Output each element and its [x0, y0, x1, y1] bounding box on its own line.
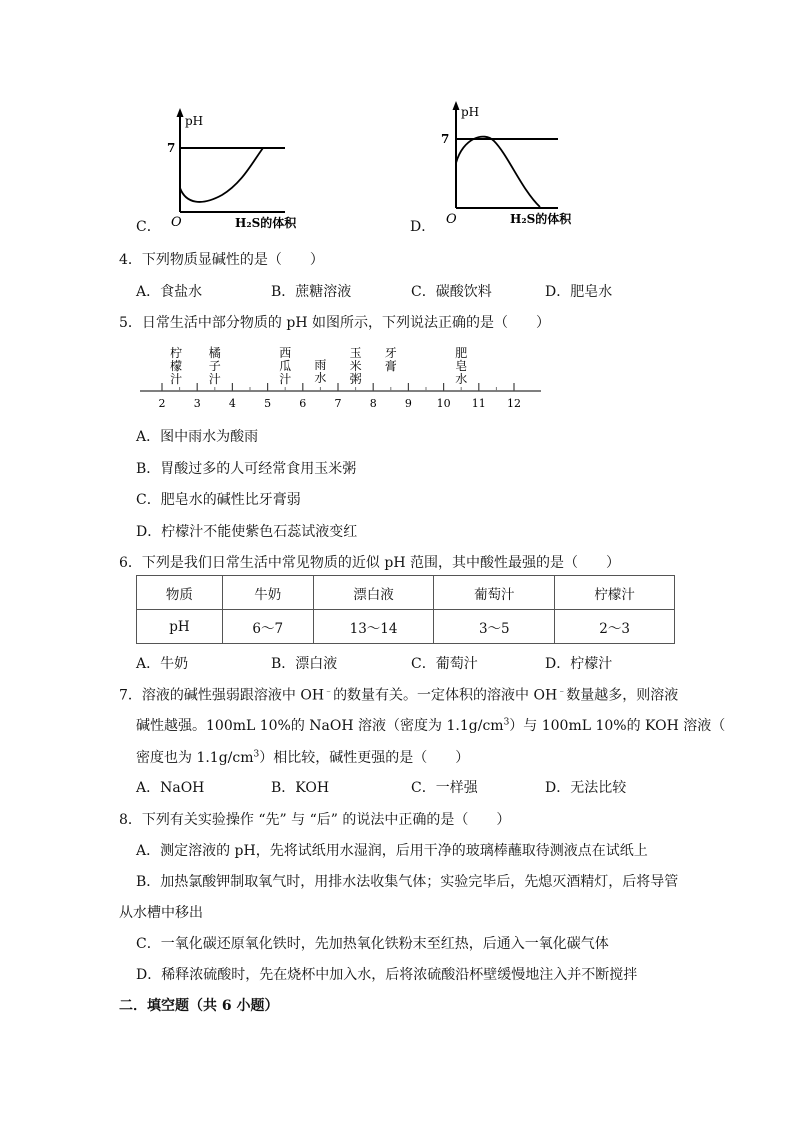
- ph-substance-label: 子: [208, 359, 221, 373]
- q8-option-c: C．一氧化碳还原氧化铁时，先加热氧化铁粉末至红热，后通入一氧化碳气体: [136, 936, 609, 952]
- q6-option-c: C．葡萄汁: [411, 656, 478, 672]
- ph-tick-label: 6: [299, 397, 307, 410]
- graph-c-xlabel: H₂S的体积: [235, 216, 297, 230]
- q8-option-b-cont: 从水槽中移出: [119, 905, 203, 921]
- graph-d-ylabel: pH: [461, 105, 480, 119]
- graph-d-tick-7: 7: [441, 132, 450, 146]
- q6-option-b: B．漂白液: [271, 656, 338, 672]
- ph-substance-label: 檬: [170, 359, 183, 373]
- graph-c-label: C．: [136, 219, 161, 235]
- ph-tick-label: 4: [228, 397, 236, 410]
- ph-substance-label: 汁: [170, 372, 183, 386]
- ph-substance-label: 粥: [349, 372, 362, 386]
- ph-tick-label: 12: [507, 397, 521, 410]
- q8-option-d: D．稀释浓硫酸时，先在烧杯中加入水，后将浓硫酸沿杯壁缓慢地注入并不断搅拌: [136, 967, 638, 983]
- table-cell: 2～3: [555, 610, 675, 644]
- q5-option-a: A．图中雨水为酸雨: [136, 429, 259, 445]
- ph-tick-label: 7: [334, 397, 342, 410]
- table-cell: 3～5: [434, 610, 555, 644]
- q5-option-b: B．胃酸过多的人可经常食用玉米粥: [136, 461, 357, 477]
- q4-option-d: D．肥皂水: [545, 284, 613, 300]
- q7-line-3: 密度也为 $1.1g/cm^3$）相比较，碱性更强的是（ ）: [136, 749, 470, 766]
- ph-substance-label: 水: [314, 371, 327, 385]
- section-2-heading: 二．填空题（共 6 小题）: [119, 998, 279, 1014]
- q8-option-a: A．测定溶液的 pH，先将试纸用水湿润，后用干净的玻璃棒蘸取待测液点在试纸上: [136, 843, 648, 859]
- q7-option-d: D．无法比较: [545, 780, 627, 796]
- ph-substance-label: 玉: [349, 346, 362, 360]
- ph-substance-label: 膏: [384, 359, 397, 373]
- q4-option-a: A．食盐水: [136, 284, 203, 300]
- q7-line-2: 碱性越强。100mL 10%的 NaOH 溶液（密度为 $1.1g/cm^3$）与 100mL 10%的 KOH 溶液（: [136, 717, 726, 734]
- q7-line-1: 7．溶液的碱性强弱跟溶液中 OH﹣的数量有关。一定体积的溶液中 OH﹣数量越多，则溶液: [119, 687, 679, 704]
- table-cell: 漂白液: [313, 576, 434, 610]
- ph-substance-label: 汁: [208, 372, 221, 386]
- q4-option-c: C．碳酸饮料: [411, 284, 492, 300]
- q7-option-a: A．NaOH: [136, 780, 205, 796]
- q5-option-d: D．柠檬汁不能使紫色石蕊试液变红: [136, 524, 358, 540]
- graph-d-xlabel: H₂S的体积: [510, 212, 572, 226]
- q5-stem: 5．日常生活中部分物质的 pH 如图所示，下列说法正确的是（ ）: [119, 315, 550, 331]
- ph-table-value-row: [137, 610, 675, 644]
- graph-d-curve: [456, 137, 540, 207]
- ph-substance-label: 肥: [455, 346, 468, 360]
- table-cell: 葡萄汁: [434, 576, 555, 610]
- q8-stem: 8．下列有关实验操作 “先” 与 “后” 的说法中正确的是（ ）: [119, 812, 511, 828]
- table-cell: 柠檬汁: [555, 576, 675, 610]
- ph-substance-label: 西: [279, 346, 292, 360]
- ph-substance-label: 柠: [170, 346, 183, 360]
- graph-c-y-arrow: [177, 108, 184, 117]
- q7-option-b: B．KOH: [271, 780, 330, 796]
- graph-d-y-arrow: [453, 101, 460, 110]
- table-cell: pH: [137, 610, 223, 644]
- ph-tick-label: 11: [471, 397, 486, 410]
- graph-c-tick-7: 7: [167, 141, 176, 155]
- q5-option-c: C．肥皂水的碱性比牙膏弱: [136, 492, 301, 508]
- ph-substance-label: 水: [455, 372, 468, 386]
- table-cell: 牛奶: [222, 576, 313, 610]
- ph-substance-label: 橘: [208, 346, 221, 360]
- ph-substance-label: 雨: [314, 358, 327, 372]
- ph-tick-label: 5: [264, 397, 272, 410]
- q6-stem: 6．下列是我们日常生活中常见物质的近似 pH 范围，其中酸性最强的是（ ）: [119, 555, 620, 571]
- table-cell: 物质: [137, 576, 223, 610]
- ph-tick-label: 8: [369, 397, 377, 410]
- ph-substance-label: 皂: [455, 359, 468, 373]
- ph-substance-label: 米: [349, 359, 362, 373]
- ph-tick-label: 10: [436, 397, 451, 410]
- q6-option-d: D．柠檬汁: [545, 656, 613, 672]
- ph-tick-label: 2: [158, 397, 166, 410]
- q6-option-a: A．牛奶: [136, 656, 189, 672]
- table-cell: 6～7: [222, 610, 313, 644]
- ph-substance-label: 瓜: [279, 359, 292, 373]
- ph-substance-label: 牙: [384, 346, 397, 360]
- graph-c-curve: [180, 148, 263, 202]
- graph-d-origin: O: [446, 212, 457, 227]
- graph-c-ylabel: pH: [185, 114, 204, 128]
- q7-option-c: C．一样强: [411, 780, 478, 796]
- graph-d-label: D．: [410, 219, 436, 235]
- q4-stem: 4．下列物质显碱性的是（ ）: [119, 252, 324, 268]
- q8-option-b: B．加热氯酸钾制取氧气时，用排水法收集气体；实验完毕后，先熄灭酒精灯，后将导管: [136, 874, 679, 890]
- graph-c: [160, 105, 300, 230]
- q4-option-b: B．蔗糖溶液: [271, 284, 352, 300]
- graph-d: [436, 100, 586, 230]
- table-cell: 13～14: [313, 610, 434, 644]
- ph-substance-label: 汁: [279, 372, 292, 386]
- ph-tick-label: 9: [404, 397, 412, 410]
- ph-table-header-row: [137, 576, 675, 610]
- graph-c-origin: O: [171, 215, 182, 230]
- ph-table: [136, 575, 675, 644]
- ph-tick-label: 3: [193, 397, 201, 410]
- ph-scale-figure: [138, 340, 543, 412]
